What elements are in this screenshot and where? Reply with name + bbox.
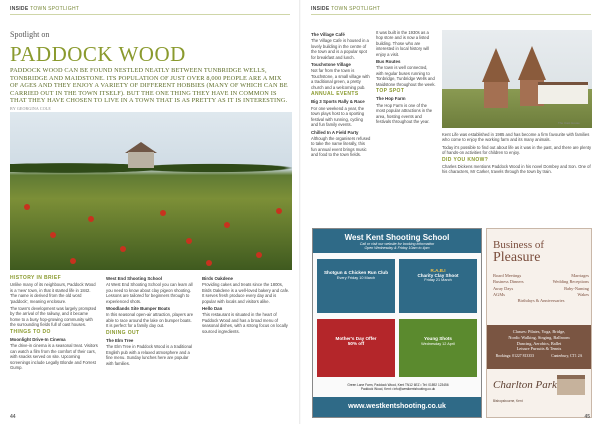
ad-phone: Bookings: 01227 813353	[495, 354, 535, 359]
left-section-label: INSIDE	[10, 6, 29, 12]
lead-paragraph	[10, 67, 290, 113]
cinema-text: The drive-in cinema is a seasonal treat. Visitors can watch a film from the comfort of their cars, with snacks served on site. Upcoming screenings include Legally Blonde and Forrest Gump.	[10, 343, 98, 371]
ad-business-name: West Kent Shooting School	[344, 233, 450, 242]
top-spot-heading: TOP SPOT	[376, 88, 405, 95]
ad-address	[317, 383, 479, 391]
shooting-school-heading: West End Shooting School	[106, 276, 163, 281]
oast-cowl	[482, 48, 510, 82]
right-section-sublabel: TOWN SPOTLIGHT	[331, 6, 381, 12]
column-history	[10, 274, 98, 373]
bumper-boats-heading: Woodlands Site Bumper Boats	[106, 306, 171, 312]
cinema-heading: Moonlight Drive-In Cinema	[10, 337, 66, 343]
birds-heading: Birds Oakdene	[202, 276, 233, 281]
page-number-left: 44	[10, 414, 16, 420]
oast-cowl	[518, 46, 546, 80]
ad-subtitle: Call or visit our website for booking information	[359, 242, 435, 246]
dining-out-heading: DINING OUT	[106, 329, 140, 336]
service-item: Business Dinners	[493, 279, 524, 285]
photo-oast-house	[128, 152, 154, 168]
ad-header	[313, 229, 481, 253]
touchstone-text: Not far from the town is Touchstone, a small village with a traditional green, a pretty church and a welcoming pub.	[311, 68, 370, 90]
bumper-boats-text: In this seasonal open-air attraction, players are able to race around the lake on bumper boats. It is perfect for a family day out.	[106, 312, 194, 329]
ad-address-line-2: Paddock Wood, Kent • info@westkentshooting.co.uk	[360, 387, 436, 391]
business-of-pleasure-ad[interactable]	[486, 228, 592, 418]
charlton-park-logo: Charlton Park	[493, 379, 557, 391]
brand-name-line-1: Business of	[493, 239, 545, 251]
did-you-know-text: Charles Dickens mentions Paddock Wood in his novel Dombey and Son. One of his characters, Mr Carker, travels through the town by train.	[442, 164, 591, 175]
kent-life-text-1: Kent Life was established in 1985 and has become a firm favourite with families who come to enjoy the working farm and its many animals.	[442, 132, 590, 143]
column-top-spot	[376, 30, 436, 127]
sports-rally-heading: Big 3 Sports Rally & Race	[311, 99, 365, 105]
classes-line-4: Leisure Pursuits & Tennis	[516, 346, 562, 352]
oast-caption: The Oast House	[558, 121, 580, 125]
box-subtitle: 50% off	[347, 340, 365, 346]
left-section-sublabel: TOWN SPOTLIGHT	[30, 6, 80, 12]
charlton-park-location: Bishopsbourne, Kent	[493, 399, 523, 403]
article-title: PADDOCK WOOD	[10, 42, 186, 66]
poppy-field-photo	[10, 112, 292, 270]
west-kent-shooting-ad[interactable]	[312, 228, 482, 418]
service-item: AGMs	[493, 291, 505, 297]
ad-classes-band	[487, 325, 591, 369]
service-item: Wedding Receptions	[552, 279, 589, 285]
kicker: Spotlight on	[10, 30, 50, 39]
left-header-rule	[10, 14, 290, 15]
village-cafe-heading: The Village Café	[311, 32, 345, 37]
hop-farm-heading: The Hop Farm	[376, 96, 406, 102]
box-title: Mother's Day Offer	[335, 336, 377, 341]
box-subtitle: Wednesday 12 April	[421, 341, 455, 346]
poppy	[120, 246, 126, 252]
ad-box-mothers-day	[317, 319, 395, 377]
left-page-header	[10, 6, 79, 12]
service-item: Marriages	[571, 273, 589, 278]
lead-text: PADDOCK WOOD CAN BE FOUND NESTLED NEATLY BETWEEN TUNBRIDGE WELLS, TONBRIDGE AND MAIDSTONE. ITS POPULATION OF JUST OVER 8,000 PEOPLE ARE A MIX OF AGES AND THEY ENJOY A VARIETY OF DIFFERENT HOBBIES (MANY OF WHICH CAN BE CARRIED OUT IN THE TOWN ITSELF). BUT THE ONE THING THEY HAVE IN COMMON IS THAT THEY HAVE CHOSEN TO LIVE IN A TOWN THAT IS AS PRETTY AS IT IS INTERESTING.	[10, 67, 288, 105]
box-line-2: Friday 21 March	[424, 278, 452, 283]
poppy	[224, 222, 230, 228]
history-text-2: The town's development was largely prompted by the arrival of the railway, and it became home to a busy hop-growing community with the surrounding fields full of oast houses.	[10, 306, 97, 328]
things-to-do-heading: THINGS TO DO	[10, 328, 51, 335]
ad-services-list	[493, 273, 589, 304]
hello-dan-heading: Hello Dan	[202, 306, 223, 312]
page-number-right: 45	[584, 414, 590, 420]
ad-box-chicken-run	[317, 259, 395, 313]
poppy	[160, 210, 166, 216]
hello-dan-text: This restaurant is situated in the heart of Paddock Wood and has a broad menu of seasonal dishes, with a strong focus on locally sourced ingredients.	[202, 312, 288, 334]
poppy	[186, 238, 192, 244]
bus-routes-text: The town is well connected, with regular buses running to Tonbridge, Tunbridge Wells and Maidstone throughout the week.	[376, 65, 436, 87]
history-heading: HISTORY IN BRIEF	[10, 275, 62, 281]
ad-address-line-1: Green Lane Farm, Paddock Wood, Kent TN12 6EZ • Tel: 01892 123456	[347, 383, 449, 387]
brand-name-line-2: Pleasure	[493, 250, 541, 265]
service-item: Board Meetings	[493, 273, 522, 278]
byline: BY GEORGINA COLE	[10, 105, 51, 111]
did-you-know-heading: DID YOU KNOW?	[442, 156, 489, 163]
page-gutter	[299, 0, 301, 424]
field-party-text: Although the organisers refused to take the name literally, this fun annual event brings music and food to the town fields.	[311, 135, 371, 158]
shooting-school-text: At West End Shooting School you can learn all you need to know about clay pigeon shooting. Lessons are tailored for beginners through to experienced shots.	[106, 282, 193, 304]
oast-tower	[484, 82, 508, 108]
poppy	[256, 252, 262, 258]
poppy	[206, 260, 212, 266]
ad-box-charity-shoot	[399, 259, 477, 313]
poppy	[50, 232, 56, 238]
ad-contact-row	[487, 354, 591, 360]
classes-line-3: Dancing, Aerobics, Ballet	[516, 340, 562, 346]
oast-house-photo	[442, 30, 592, 128]
field-party-heading: Chilled In A Field Party	[311, 129, 359, 135]
service-item: Wakes	[577, 291, 589, 297]
sports-rally-text: For one weekend a year, the town plays host to a sporting festival with running, cycling and fun family events.	[311, 105, 365, 128]
bus-routes-heading: Bus Routes	[376, 59, 401, 65]
touchstone-heading: Touchstone Village	[311, 62, 351, 68]
column-dining	[202, 274, 290, 336]
history-text-1: Unlike many of its neighbours, Paddock Wood is a 'new' town, in that it started life in 1842. The name is derived from the old word 'paddock', meaning enclosure.	[10, 282, 96, 304]
charlton-park-house-icon	[557, 375, 585, 395]
village-cafe-text: The Village Cafe is housed in a lovely building in the centre of the town and is a popular spot for breakfast and lunch.	[311, 38, 369, 60]
poppy	[88, 216, 94, 222]
hop-farm-text: The Hop Farm is one of the most popular attractions in the area, hosting events and festivals throughout the year.	[376, 102, 433, 125]
ad-website-link[interactable]: www.westkentshooting.co.uk	[313, 397, 481, 417]
ad-location: Canterbury, CT1 2A	[551, 354, 583, 359]
elm-tree-heading: The Elm Tree	[106, 338, 134, 344]
poppy	[276, 208, 282, 214]
poppy	[24, 204, 30, 210]
birds-text: Providing cakes and treats since the 1800s, Birds Oakdene is a well-loved bakery and cafe. It serves fresh produce every day and is popular with locals and visitors alike.	[202, 282, 290, 304]
poppy	[70, 258, 76, 264]
column-activities	[106, 274, 194, 368]
right-page-header	[311, 6, 380, 12]
right-section-label: INSIDE	[311, 6, 330, 12]
box-title: Shotgun & Chicken Run Club	[323, 270, 389, 275]
kent-life-text-2: Today it's possible to find out about life as it was in the past, and there are plenty of hands-on activities for children to enjoy.	[442, 144, 592, 156]
box-subtitle: Every Friday 10 March	[336, 275, 376, 280]
service-item: Away Days	[493, 285, 514, 291]
oast-barn	[538, 82, 588, 104]
column-kent-life	[442, 132, 592, 177]
service-item: Baby-Naming	[564, 285, 589, 291]
classes-line-1: Classes: Pilates, Yoga, Bridge,	[512, 329, 566, 334]
hop-store-text: It was built in the 1930s as a hop store and is now a listed building. Those who are interested in local history will enjoy a visit.	[376, 30, 430, 57]
ad-opening-hours: Open Wednesday & Friday 10am to 4pm	[364, 246, 430, 250]
box-title: R.A.B.I	[430, 268, 446, 273]
service-item: Birthdays & Anniversaries	[517, 298, 565, 304]
ad-box-young-shots	[399, 319, 477, 377]
annual-events-heading: ANNUAL EVENTS	[311, 91, 359, 98]
elm-tree-text: The Elm Tree in Paddock Wood is a traditional English pub with a relaxed atmosphere and a fine menu. Sunday lunches here are popular with families.	[106, 344, 193, 366]
ad-brand-name	[493, 239, 544, 266]
column-events	[311, 30, 371, 160]
box-title: Young Shots	[424, 336, 452, 341]
right-header-rule	[311, 14, 591, 15]
box-line-1: Charity Clay Shoot	[417, 272, 459, 278]
classes-line-2: Nordic Walking, Singing, Ballroom	[508, 334, 570, 340]
